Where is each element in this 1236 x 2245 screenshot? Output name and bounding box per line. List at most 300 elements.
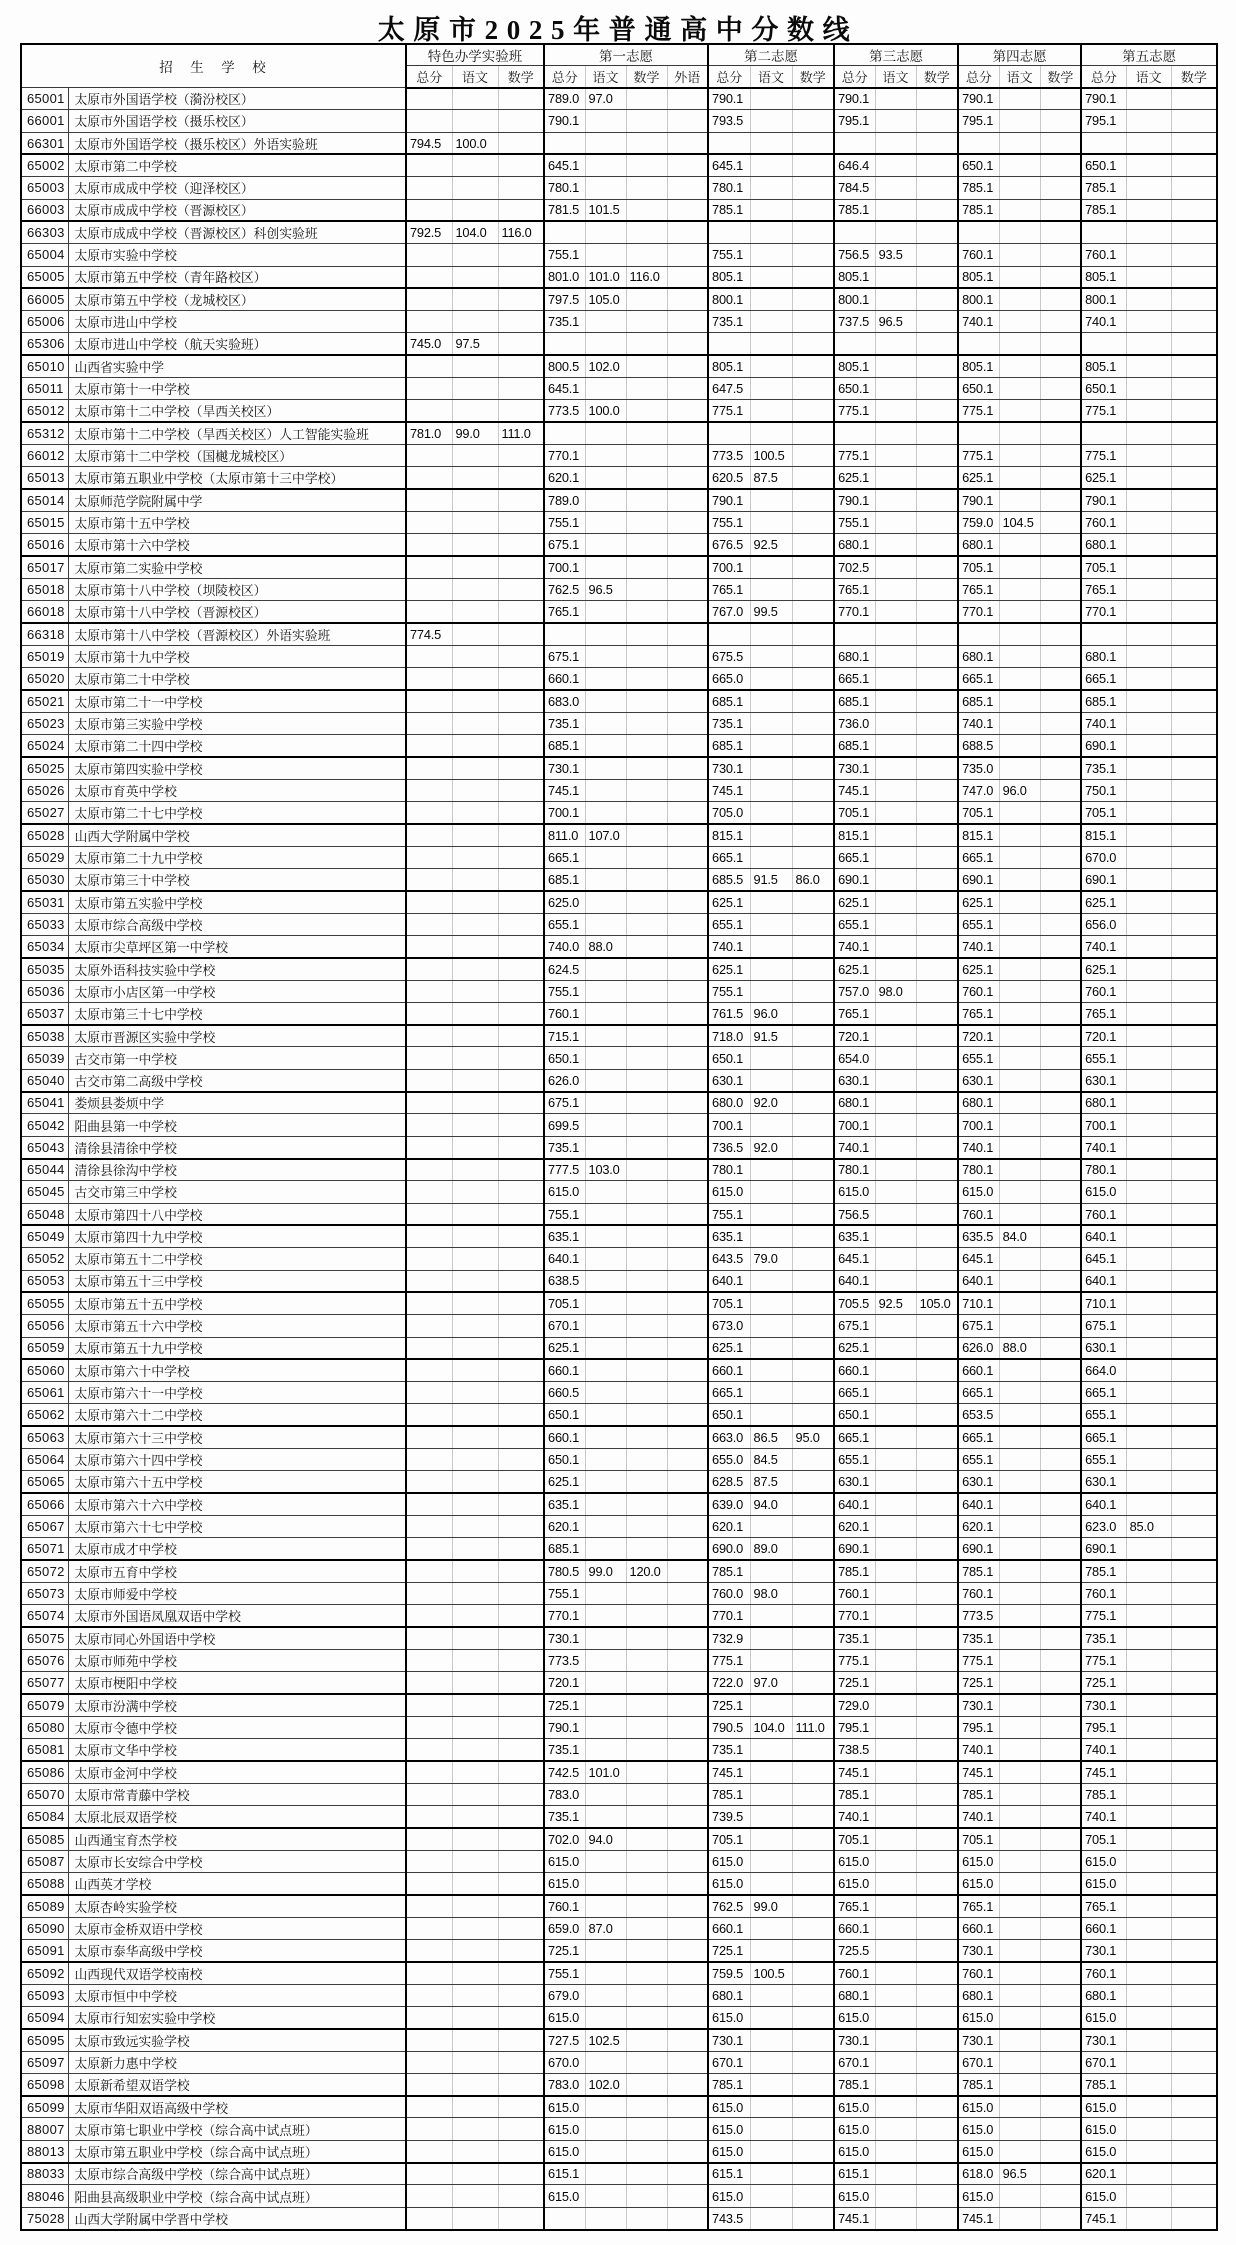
score-cell: 615.0 xyxy=(708,2006,750,2028)
score-cell xyxy=(406,1270,452,1292)
score-cell xyxy=(544,422,585,444)
score-cell: 740.1 xyxy=(834,1806,875,1828)
score-cell: 790.1 xyxy=(1081,489,1126,511)
score-cell xyxy=(452,311,498,333)
score-cell xyxy=(626,1471,667,1493)
score-cell xyxy=(452,2163,498,2185)
subcol-header: 总分 xyxy=(544,66,585,88)
score-cell xyxy=(452,489,498,511)
score-cell xyxy=(792,1225,834,1247)
table-body xyxy=(21,88,1217,2230)
score-cell: 660.1 xyxy=(834,1359,875,1381)
score-cell xyxy=(1040,913,1081,935)
score-cell xyxy=(792,645,834,667)
score-cell: 785.1 xyxy=(1081,1783,1126,1805)
score-cell xyxy=(406,1694,452,1716)
score-cell xyxy=(667,1069,708,1091)
school-name: 太原市恒中中学校 xyxy=(68,1984,406,2006)
score-cell xyxy=(1171,868,1217,890)
score-cell: 615.0 xyxy=(708,2140,750,2162)
school-code: 65006 xyxy=(21,311,68,333)
school-code: 65026 xyxy=(21,779,68,801)
school-code: 65074 xyxy=(21,1605,68,1627)
score-cell: 615.0 xyxy=(1081,2140,1126,2162)
school-name: 太原市第十六中学校 xyxy=(68,534,406,556)
score-cell xyxy=(1126,2207,1171,2229)
score-cell: 795.1 xyxy=(1081,1716,1126,1738)
score-cell xyxy=(1171,1806,1217,1828)
score-cell xyxy=(1171,1538,1217,1560)
score-cell xyxy=(1171,1203,1217,1225)
score-cell xyxy=(452,199,498,221)
score-cell xyxy=(916,2096,958,2118)
score-cell xyxy=(1126,935,1171,957)
score-cell xyxy=(585,177,626,199)
score-cell xyxy=(667,2051,708,2073)
score-cell: 615.1 xyxy=(708,2163,750,2185)
score-cell xyxy=(1126,1716,1171,1738)
score-cell xyxy=(834,221,875,243)
score-cell: 630.1 xyxy=(708,1069,750,1091)
score-cell: 635.1 xyxy=(834,1225,875,1247)
score-cell xyxy=(498,1694,544,1716)
table-row xyxy=(21,266,1217,288)
score-cell xyxy=(406,846,452,868)
score-cell xyxy=(626,1337,667,1359)
score-cell xyxy=(452,1203,498,1225)
score-cell xyxy=(750,1560,792,1582)
score-cell xyxy=(585,779,626,801)
score-cell xyxy=(498,623,544,645)
score-cell xyxy=(875,355,916,377)
score-cell xyxy=(1126,1404,1171,1426)
score-cell xyxy=(750,2073,792,2095)
score-cell xyxy=(667,1114,708,1136)
score-cell xyxy=(626,1359,667,1381)
score-cell xyxy=(916,1649,958,1671)
subcol-header: 总分 xyxy=(406,66,452,88)
score-cell xyxy=(1171,578,1217,600)
school-code: 65087 xyxy=(21,1850,68,1872)
score-cell: 790.1 xyxy=(544,1716,585,1738)
school-name: 太原市进山中学校 xyxy=(68,311,406,333)
table-row xyxy=(21,489,1217,511)
score-cell xyxy=(1171,1560,1217,1582)
score-cell xyxy=(452,1716,498,1738)
score-cell xyxy=(916,1315,958,1337)
score-cell: 765.1 xyxy=(1081,578,1126,600)
school-code: 65076 xyxy=(21,1649,68,1671)
score-cell: 615.0 xyxy=(1081,2118,1126,2140)
table-row xyxy=(21,1560,1217,1582)
score-cell xyxy=(452,1449,498,1471)
score-cell xyxy=(626,1895,667,1917)
score-cell xyxy=(667,757,708,779)
school-name: 娄烦县娄烦中学 xyxy=(68,1092,406,1114)
score-cell xyxy=(792,1783,834,1805)
score-cell xyxy=(626,556,667,578)
score-cell xyxy=(585,1694,626,1716)
score-cell xyxy=(1126,1493,1171,1515)
school-name: 太原外语科技实验中学校 xyxy=(68,958,406,980)
score-cell xyxy=(916,1047,958,1069)
score-cell xyxy=(792,2029,834,2051)
score-cell xyxy=(750,1627,792,1649)
score-cell xyxy=(585,2207,626,2229)
score-cell: 104.0 xyxy=(452,221,498,243)
score-cell: 615.0 xyxy=(834,1850,875,1872)
score-cell xyxy=(452,1627,498,1649)
score-cell xyxy=(667,1672,708,1694)
score-cell: 618.0 xyxy=(958,2163,999,2185)
score-cell xyxy=(585,2096,626,2118)
score-cell xyxy=(585,1672,626,1694)
score-cell xyxy=(1040,802,1081,824)
score-cell: 680.1 xyxy=(834,645,875,667)
score-cell xyxy=(1171,2163,1217,2185)
score-cell xyxy=(667,132,708,154)
score-cell xyxy=(916,2163,958,2185)
score-cell xyxy=(498,1560,544,1582)
score-cell xyxy=(875,177,916,199)
score-cell xyxy=(585,1649,626,1671)
score-cell xyxy=(750,378,792,400)
score-cell xyxy=(875,1047,916,1069)
score-cell xyxy=(1081,422,1126,444)
score-cell: 775.1 xyxy=(1081,445,1126,467)
score-cell xyxy=(406,445,452,467)
score-cell xyxy=(667,1270,708,1292)
score-cell xyxy=(667,1359,708,1381)
score-cell: 615.0 xyxy=(544,2006,585,2028)
score-cell: 765.1 xyxy=(958,1002,999,1024)
score-cell: 92.5 xyxy=(750,534,792,556)
score-cell: 740.1 xyxy=(1081,712,1126,734)
school-name: 太原市晋源区实验中学校 xyxy=(68,1025,406,1047)
table-row xyxy=(21,1047,1217,1069)
score-cell xyxy=(585,378,626,400)
score-cell xyxy=(626,1917,667,1939)
score-cell xyxy=(792,311,834,333)
score-cell xyxy=(626,668,667,690)
score-cell: 615.0 xyxy=(1081,2185,1126,2207)
score-cell: 615.0 xyxy=(544,1850,585,1872)
score-cell xyxy=(1126,1114,1171,1136)
score-cell: 784.5 xyxy=(834,177,875,199)
table-row xyxy=(21,1672,1217,1694)
table-row xyxy=(21,1449,1217,1471)
score-cell xyxy=(1126,1270,1171,1292)
score-cell: 625.1 xyxy=(1081,891,1126,913)
table-row xyxy=(21,1582,1217,1604)
score-cell xyxy=(916,1917,958,1939)
school-code: 65010 xyxy=(21,355,68,377)
score-cell xyxy=(875,1828,916,1850)
score-cell: 735.1 xyxy=(544,311,585,333)
score-cell xyxy=(498,1582,544,1604)
score-cell xyxy=(626,868,667,890)
score-cell xyxy=(498,935,544,957)
score-cell xyxy=(585,489,626,511)
score-cell xyxy=(792,1806,834,1828)
score-cell xyxy=(1126,1025,1171,1047)
school-name: 太原市行知宏实验中学校 xyxy=(68,2006,406,2028)
school-code: 65036 xyxy=(21,980,68,1002)
score-cell xyxy=(452,2051,498,2073)
score-cell xyxy=(498,1739,544,1761)
score-cell xyxy=(406,1315,452,1337)
score-cell xyxy=(792,1449,834,1471)
score-cell xyxy=(406,266,452,288)
school-name: 太原市师爱中学校 xyxy=(68,1582,406,1604)
score-cell xyxy=(1126,2096,1171,2118)
score-cell: 675.1 xyxy=(544,645,585,667)
score-cell: 702.0 xyxy=(544,1828,585,1850)
score-cell xyxy=(916,1850,958,1872)
score-cell xyxy=(875,868,916,890)
school-name: 太原市外国语凤凰双语中学校 xyxy=(68,1605,406,1627)
score-cell xyxy=(667,1739,708,1761)
score-cell: 743.5 xyxy=(708,2207,750,2229)
score-cell xyxy=(498,2073,544,2095)
score-cell: 645.1 xyxy=(544,154,585,176)
table-row xyxy=(21,534,1217,556)
score-cell: 755.1 xyxy=(544,1962,585,1984)
score-cell: 92.0 xyxy=(750,1136,792,1158)
score-cell xyxy=(452,556,498,578)
score-cell xyxy=(498,1203,544,1225)
score-cell xyxy=(916,1270,958,1292)
score-cell: 98.0 xyxy=(750,1582,792,1604)
score-cell xyxy=(916,1694,958,1716)
score-cell: 615.0 xyxy=(834,2096,875,2118)
school-code: 65091 xyxy=(21,1939,68,1961)
score-cell xyxy=(1040,1917,1081,1939)
score-cell xyxy=(792,1850,834,1872)
score-cell xyxy=(875,2163,916,2185)
score-cell xyxy=(585,1025,626,1047)
school-name: 太原市综合高级中学校（综合高中试点班） xyxy=(68,2163,406,2185)
score-cell xyxy=(498,534,544,556)
table-row xyxy=(21,1716,1217,1738)
score-cell xyxy=(1171,1404,1217,1426)
score-cell: 773.5 xyxy=(708,445,750,467)
score-cell: 640.1 xyxy=(708,1270,750,1292)
score-cell: 735.1 xyxy=(708,1739,750,1761)
score-cell xyxy=(1040,712,1081,734)
school-code: 65029 xyxy=(21,846,68,868)
score-cell xyxy=(916,1605,958,1627)
score-cell xyxy=(1126,913,1171,935)
score-cell: 87.0 xyxy=(585,1917,626,1939)
school-code: 65084 xyxy=(21,1806,68,1828)
table-row xyxy=(21,1538,1217,1560)
score-cell xyxy=(406,2096,452,2118)
score-cell xyxy=(406,1337,452,1359)
score-cell xyxy=(708,623,750,645)
score-cell xyxy=(1040,2118,1081,2140)
score-cell: 770.1 xyxy=(544,1605,585,1627)
score-cell: 615.0 xyxy=(544,1181,585,1203)
score-cell xyxy=(452,1114,498,1136)
score-cell xyxy=(452,511,498,533)
score-cell xyxy=(406,1939,452,1961)
score-cell xyxy=(498,1649,544,1671)
score-cell: 630.1 xyxy=(958,1471,999,1493)
score-cell xyxy=(626,1716,667,1738)
score-cell: 785.1 xyxy=(708,1560,750,1582)
score-cell: 794.5 xyxy=(406,132,452,154)
school-code: 65063 xyxy=(21,1426,68,1448)
table-row xyxy=(21,400,1217,422)
score-cell xyxy=(667,868,708,890)
score-cell: 87.5 xyxy=(750,467,792,489)
score-cell xyxy=(958,422,999,444)
score-cell xyxy=(916,846,958,868)
score-cell: 664.0 xyxy=(1081,1359,1126,1381)
score-cell xyxy=(452,668,498,690)
score-cell: 100.5 xyxy=(750,1962,792,1984)
score-cell xyxy=(498,244,544,266)
school-name: 太原市育英中学校 xyxy=(68,779,406,801)
score-cell xyxy=(750,266,792,288)
score-cell xyxy=(875,913,916,935)
score-cell xyxy=(1171,1315,1217,1337)
score-cell xyxy=(406,2207,452,2229)
score-cell xyxy=(498,2051,544,2073)
score-cell: 740.1 xyxy=(1081,1136,1126,1158)
score-cell xyxy=(667,1828,708,1850)
score-cell: 777.5 xyxy=(544,1159,585,1181)
score-cell xyxy=(1171,511,1217,533)
score-cell xyxy=(750,1114,792,1136)
score-cell: 87.5 xyxy=(750,1471,792,1493)
score-cell: 765.1 xyxy=(1081,1895,1126,1917)
score-cell xyxy=(792,288,834,310)
score-cell xyxy=(792,244,834,266)
school-name: 太原市第五中学校（青年路校区） xyxy=(68,266,406,288)
score-cell xyxy=(406,1449,452,1471)
score-cell: 665.1 xyxy=(834,1426,875,1448)
score-cell xyxy=(406,489,452,511)
school-code: 65067 xyxy=(21,1516,68,1538)
score-cell xyxy=(1171,1962,1217,1984)
score-cell xyxy=(626,1292,667,1314)
score-cell: 625.1 xyxy=(834,891,875,913)
school-code: 65306 xyxy=(21,333,68,355)
table-row xyxy=(21,2207,1217,2229)
score-cell xyxy=(585,757,626,779)
score-cell xyxy=(626,2051,667,2073)
score-cell xyxy=(406,2051,452,2073)
table-row xyxy=(21,846,1217,868)
school-code: 88033 xyxy=(21,2163,68,2185)
table-row xyxy=(21,757,1217,779)
score-cell xyxy=(667,534,708,556)
score-cell: 690.1 xyxy=(958,868,999,890)
score-cell: 650.1 xyxy=(544,1449,585,1471)
score-cell: 785.1 xyxy=(834,2073,875,2095)
score-cell xyxy=(585,1002,626,1024)
table-row xyxy=(21,2096,1217,2118)
score-cell xyxy=(750,1806,792,1828)
school-code: 65031 xyxy=(21,891,68,913)
score-cell: 640.1 xyxy=(544,1248,585,1270)
score-cell: 740.1 xyxy=(958,311,999,333)
score-cell xyxy=(667,1047,708,1069)
score-cell xyxy=(667,1292,708,1314)
table-row xyxy=(21,1516,1217,1538)
score-cell: 620.1 xyxy=(1081,2163,1126,2185)
score-cell xyxy=(1040,1761,1081,1783)
table-row xyxy=(21,868,1217,890)
score-cell xyxy=(626,2006,667,2028)
score-cell: 102.0 xyxy=(585,355,626,377)
score-cell xyxy=(498,1828,544,1850)
score-cell: 700.1 xyxy=(544,802,585,824)
score-cell: 615.0 xyxy=(834,2140,875,2162)
score-cell xyxy=(406,1582,452,1604)
score-cell xyxy=(667,199,708,221)
score-cell: 805.1 xyxy=(1081,355,1126,377)
score-cell xyxy=(667,779,708,801)
score-cell: 655.1 xyxy=(544,913,585,935)
score-cell xyxy=(626,1092,667,1114)
score-cell xyxy=(626,311,667,333)
score-cell xyxy=(585,1092,626,1114)
score-cell xyxy=(750,2118,792,2140)
score-cell xyxy=(1040,1382,1081,1404)
score-cell xyxy=(916,2029,958,2051)
score-cell: 781.5 xyxy=(544,199,585,221)
score-cell xyxy=(1126,980,1171,1002)
score-cell xyxy=(498,378,544,400)
school-code: 65049 xyxy=(21,1225,68,1247)
score-cell xyxy=(667,1649,708,1671)
score-cell: 765.1 xyxy=(544,601,585,623)
score-cell: 665.1 xyxy=(958,1382,999,1404)
score-cell xyxy=(750,1181,792,1203)
score-cell xyxy=(585,1627,626,1649)
score-cell: 655.1 xyxy=(958,913,999,935)
score-cell xyxy=(1040,2207,1081,2229)
score-cell: 760.1 xyxy=(1081,511,1126,533)
score-cell xyxy=(626,244,667,266)
school-name: 太原市第五中学校（龙城校区） xyxy=(68,288,406,310)
score-cell: 770.1 xyxy=(544,445,585,467)
score-cell xyxy=(1040,88,1081,110)
score-cell xyxy=(452,1895,498,1917)
score-cell xyxy=(667,1426,708,1448)
score-cell xyxy=(626,2029,667,2051)
score-cell: 84.5 xyxy=(750,1449,792,1471)
score-cell: 760.1 xyxy=(544,1002,585,1024)
school-name: 古交市第一中学校 xyxy=(68,1047,406,1069)
score-cell xyxy=(1126,2051,1171,2073)
score-cell xyxy=(875,1582,916,1604)
score-cell xyxy=(1126,2118,1171,2140)
score-cell xyxy=(452,1672,498,1694)
score-cell xyxy=(916,1069,958,1091)
subcol-header: 语文 xyxy=(1126,66,1171,88)
score-cell: 700.1 xyxy=(958,1114,999,1136)
score-cell xyxy=(1040,1493,1081,1515)
school-code: 65065 xyxy=(21,1471,68,1493)
score-cell xyxy=(667,244,708,266)
score-cell xyxy=(875,1359,916,1381)
score-cell: 705.1 xyxy=(1081,802,1126,824)
score-cell: 680.0 xyxy=(708,1092,750,1114)
